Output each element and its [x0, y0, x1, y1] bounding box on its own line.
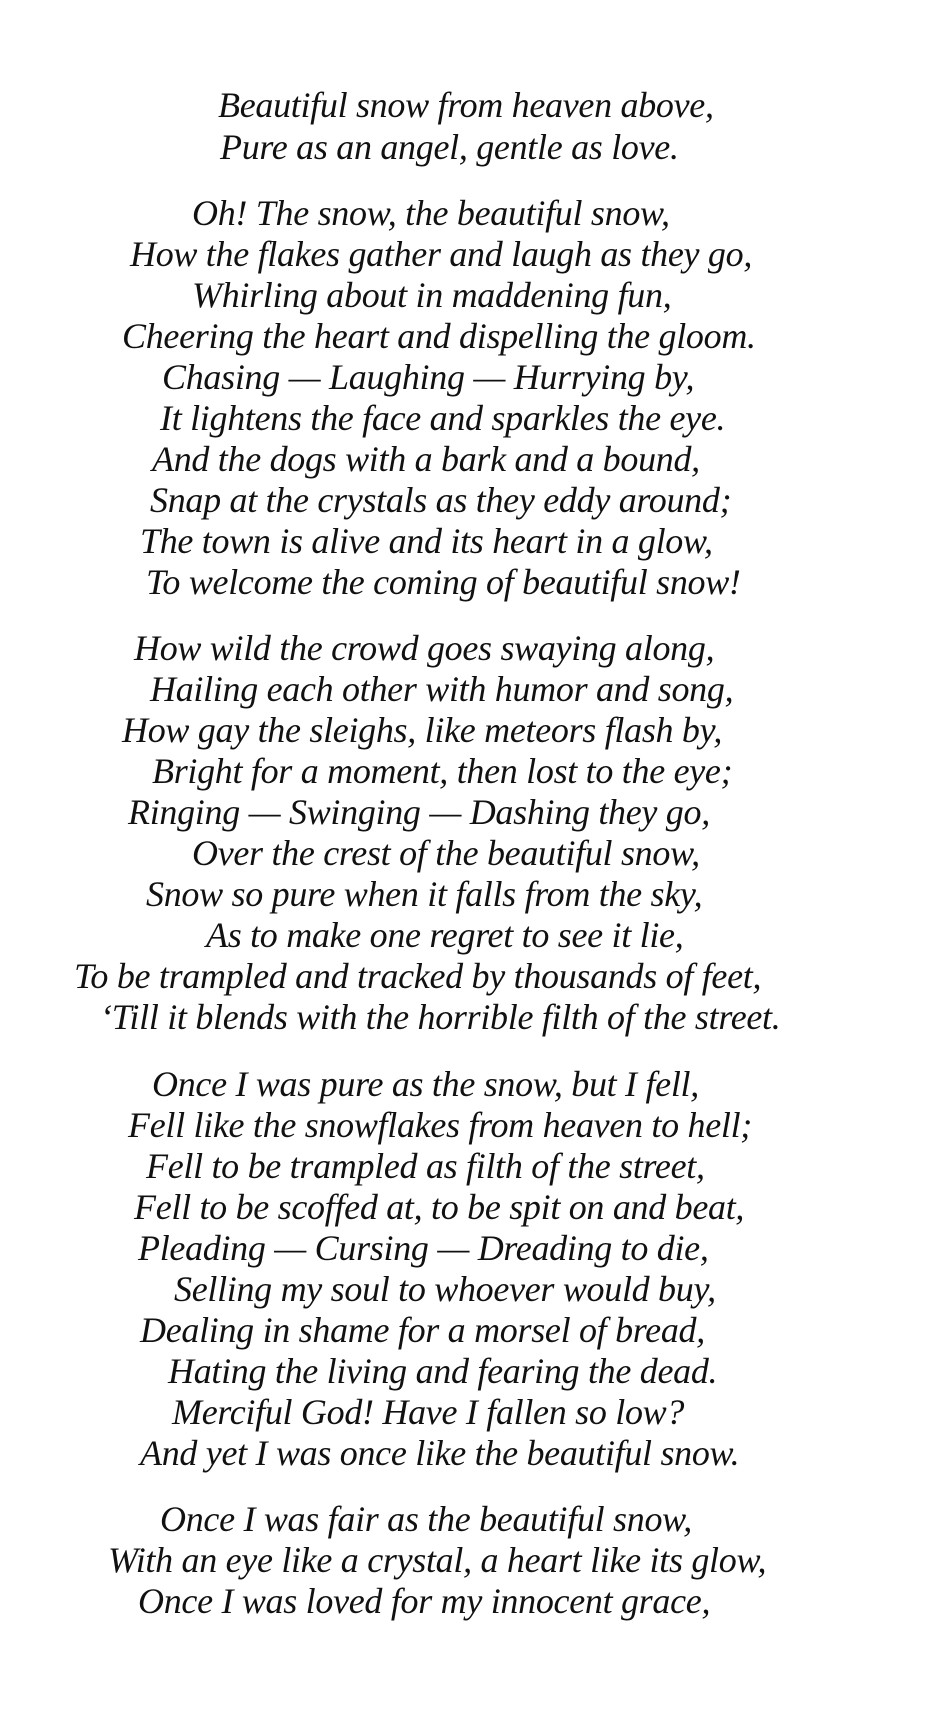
poem-line: Dealing in shame for a morsel of bread,: [140, 1310, 705, 1350]
poem-line: ‘Till it blends with the horrible filth of the street.: [100, 997, 781, 1037]
poem-line: To be trampled and tracked by thousands of feet,: [74, 956, 762, 996]
poem-line: Fell to be trampled as filth of the street,: [146, 1146, 705, 1186]
poem-line: Hating the living and fearing the dead.: [168, 1351, 718, 1391]
poem-line: Once I was loved for my innocent grace,: [138, 1581, 711, 1621]
poem-line: Chasing — Laughing — Hurrying by,: [162, 357, 695, 397]
poem-line: Snow so pure when it falls from the sky,: [146, 874, 703, 914]
poem-line: Snap at the crystals as they eddy around;: [150, 480, 732, 520]
poem-line: As to make one regret to see it lie,: [206, 915, 684, 955]
poem-line: Bright for a moment, then lost to the eye;: [152, 751, 733, 791]
poem-line: Pleading — Cursing — Dreading to die,: [138, 1228, 709, 1268]
poem-line: Once I was pure as the snow, but I fell,: [152, 1064, 699, 1104]
poem-line: How wild the crowd goes swaying along,: [134, 628, 715, 668]
poem-line: Ringing — Swinging — Dashing they go,: [128, 792, 710, 832]
poem-line: Merciful God! Have I fallen so low?: [172, 1392, 685, 1432]
poem-line: Oh! The snow, the beautiful snow,: [192, 193, 670, 233]
poem-line: Whirling about in maddening fun,: [192, 275, 672, 315]
poem-line: And the dogs with a bark and a bound,: [152, 439, 700, 479]
poem-line: Selling my soul to whoever would buy,: [174, 1269, 716, 1309]
poem-line: Beautiful snow from heaven above,: [218, 85, 714, 125]
poem-line: It lightens the face and sparkles the eye.: [160, 398, 726, 438]
poem-line: Fell like the snowflakes from heaven to hell;: [128, 1105, 752, 1145]
poem-line: Hailing each other with humor and song,: [150, 669, 734, 709]
poem-line: Fell to be scoffed at, to be spit on and beat,: [134, 1187, 745, 1227]
poem-line: The town is alive and its heart in a glow,: [140, 521, 713, 561]
poem-line: Once I was fair as the beautiful snow,: [160, 1499, 692, 1539]
poem-line: How gay the sleighs, like meteors flash by,: [122, 710, 723, 750]
poem-line: With an eye like a crystal, a heart like its glow,: [108, 1540, 767, 1580]
poem-line: To welcome the coming of beautiful snow!: [146, 562, 741, 602]
poem-line: Cheering the heart and dispelling the gloom.: [122, 316, 756, 356]
poem-line: Over the crest of the beautiful snow,: [192, 833, 700, 873]
poem-line: Pure as an angel, gentle as love.: [220, 127, 679, 167]
poem-line: And yet I was once like the beautiful snow.: [140, 1433, 740, 1473]
poem-line: How the flakes gather and laugh as they go,: [130, 234, 753, 274]
